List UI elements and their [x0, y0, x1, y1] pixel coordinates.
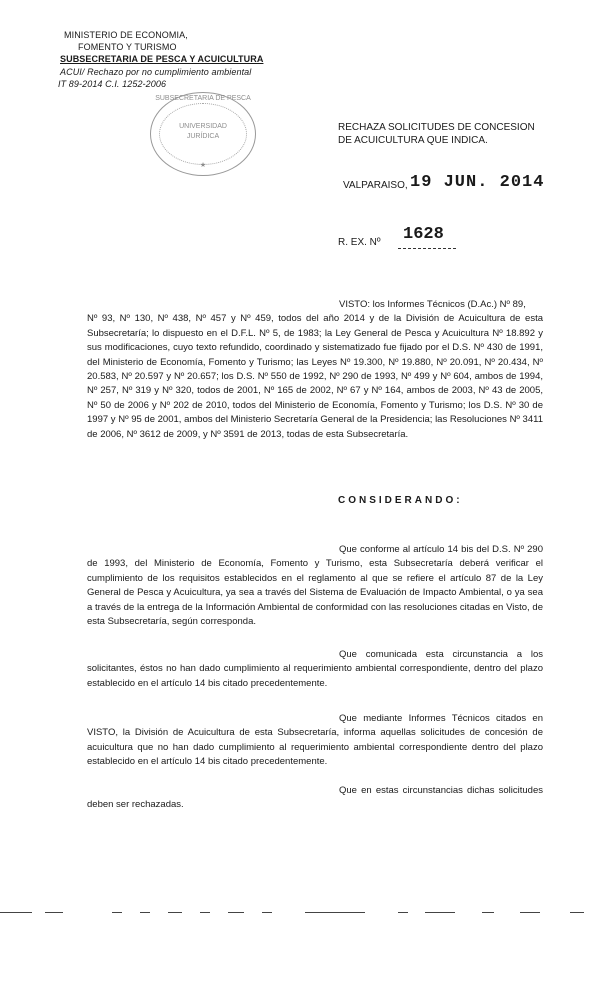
considerando-paragraph-1: Que conforme al artículo 14 bis del D.S. Nº 290 de 1993, del Ministerio de Economía, Fomento y Turismo, esta Subsecretaría deberá verificar el cumplimiento de los requisitos establecidos en el reglamento al que se refiere el artículo 87 de la Ley General de Pesca y Acuicultura, ya sea a través del Sistema de Evaluación de Impacto Ambiental, o ya sea a través de la entrega de la Información Ambiental de conformidad con las resoluciones citadas en Visto, de esta Subsecretaría, según corresponda. — [87, 544, 543, 628]
resolution-number: 1628 — [403, 225, 444, 244]
stamp-middle-text: UNIVERSIDAD — [179, 123, 227, 130]
undersecretariat-name: SUBSECRETARIA DE PESCA Y ACUICULTURA — [60, 54, 264, 64]
footer-rule — [482, 912, 494, 913]
footer-rule — [112, 912, 122, 913]
footer-rule — [45, 912, 63, 913]
resolution-underline — [398, 248, 456, 249]
footer-rule — [0, 912, 32, 913]
ministry-subtitle: FOMENTO Y TURISMO — [78, 42, 177, 52]
official-stamp — [150, 92, 256, 176]
footer-rule — [398, 912, 408, 913]
resolution-label: R. EX. Nº — [338, 237, 381, 248]
stamped-date: 19 JUN. 2014 — [410, 173, 545, 192]
stamp-middle-text-2: JURÍDICA — [186, 133, 220, 140]
considerando-heading: CONSIDERANDO: — [338, 495, 463, 506]
footer-rule — [425, 912, 455, 913]
star-icon: ★ — [199, 162, 207, 169]
visto-lead: VISTO: los Informes Técnicos (D.Ac.) Nº 89, — [339, 299, 526, 310]
ministry-name: MINISTERIO DE ECONOMIA, — [64, 30, 188, 40]
footer-rule — [228, 912, 244, 913]
considerando-paragraph-2: Que comunicada esta circunstancia a los solicitantes, éstos no han dado cumplimiento al requerimiento ambiental correspondiente, dentro del plazo establecido en el artículo 14 bis citado precedentemente. — [87, 649, 543, 689]
place-label: VALPARAISO, — [343, 180, 408, 191]
footer-rule — [140, 912, 150, 913]
reference-subject: ACUI/ Rechazo por no cumplimiento ambiental — [60, 67, 252, 77]
footer-rule — [200, 912, 210, 913]
considerando-paragraph-3: Que mediante Informes Técnicos citados en VISTO, la División de Acuicultura de esta Subsecretaría, informa aquellas solicitudes de concesión de acuicultura que no han dado cumplimiento al requerimiento ambiental correspondiente dentro del plazo establecido en el artículo 14 bis citado precedentemente. — [87, 713, 543, 768]
document-title: RECHAZA SOLICITUDES DE CONCESION DE ACUICULTURA QUE INDICA. — [338, 122, 535, 146]
footer-rule — [262, 912, 272, 913]
visto-paragraph — [87, 298, 543, 442]
reference-code: IT 89-2014 C.I. 1252-2006 — [58, 79, 167, 89]
stamp-top-text: SUBSECRETARIA DE PESCA — [155, 95, 251, 102]
footer-rule — [168, 912, 182, 913]
visto-body: Nº 93, Nº 130, Nº 438, Nº 457 y Nº 459, todos del año 2014 y de la División de Acuicultura de esta Subsecretaría; lo dispuesto en el D.F.L. Nº 5, de 1983; la Ley General de Pesca y Acuicultura Nº 18.892 y sus modificaciones, cuyo texto refundido, coordinado y sistematizado fue fijado por el D.S. Nº 430 de 1991, del Ministerio de Economía, Fomento y Turismo; las Leyes Nº 19.300, Nº 19.880, Nº 20.091, Nº 20.434, Nº 20.583, Nº 20.597 y Nº 20.657; los D.S. Nº 550 de 1992, Nº 290 de 1993, Nº 499 y Nº 604, ambos de 1994, Nº 257, Nº 319 y Nº 320, todos de 2001, Nº 165 de 2002, Nº 67 y Nº 164, ambos de 2003, Nº 43 de 2005, Nº 50 de 2006 y Nº 202 de 2010, todos del Ministerio de Economía, Fomento y Turismo; los D.S. Nº 30 de 1997 y Nº 95 de 2001, ambos del Ministerio Secretaría General de la Presidencia; las Resoluciones Nº 3411 de 2006, Nº 3612 de 2009, y Nº 3591 de 2013, todas de esta Subsecretaría. — [87, 313, 543, 440]
footer-rule — [305, 912, 365, 913]
considerando-paragraph-4: Que en estas circunstancias dichas solicitudes deben ser rechazadas. — [87, 785, 543, 811]
footer-rule — [520, 912, 540, 913]
footer-rule — [570, 912, 584, 913]
